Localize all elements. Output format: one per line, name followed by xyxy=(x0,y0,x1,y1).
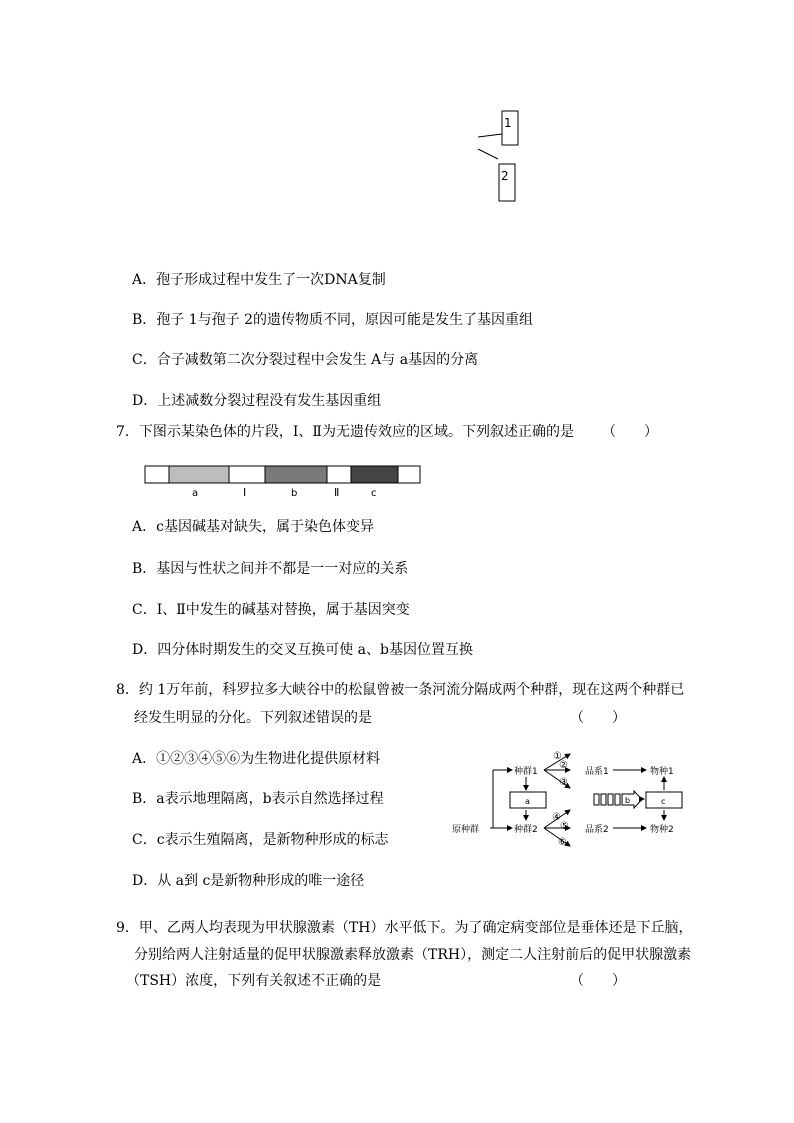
species-2-label: 物种2 xyxy=(650,825,674,835)
mark-6: ⑥ xyxy=(558,837,567,848)
arrow-b-label: b xyxy=(625,796,631,805)
q7-option-d: D．四分体时期发生的交叉互换可使 a、b基因位置互换 xyxy=(132,642,473,658)
q9-answer-paren: （ ） xyxy=(570,973,626,989)
population-2-label: 种群2 xyxy=(514,825,538,835)
q8-option-a: A．①②③④⑤⑥为生物进化提供原材料 xyxy=(132,751,381,767)
q9-stem-line1: 9．甲、乙两人均表现为甲状腺激素（TH）水平低下。为了确定病变部位是垂体还是下丘脑， xyxy=(116,920,693,936)
q7-option-a: A．c基因碱基对缺失，属于染色体变异 xyxy=(132,519,374,535)
box-a-label: a xyxy=(525,797,530,806)
spore-figure xyxy=(470,105,530,205)
species-1-label: 物种1 xyxy=(650,767,674,777)
q8-option-d: D．从 a到 c是新物种形成的唯一途径 xyxy=(132,873,365,889)
q8-stem-line1: 8．约 1万年前，科罗拉多大峡谷中的松鼠曾被一条河流分隔成两个种群，现在这两个种群已 xyxy=(116,682,685,698)
box-c-label: c xyxy=(661,797,666,806)
q8-option-c: C．c表示生殖隔离，是新物种形成的标志 xyxy=(132,832,389,848)
q6-option-b: B．孢子 1与孢子 2的遗传物质不同，原因可能是发生了基因重组 xyxy=(132,312,534,328)
label-a: a xyxy=(192,488,199,499)
strain-2-label: 品系2 xyxy=(585,825,609,835)
gene-a-segment xyxy=(169,466,229,483)
mark-3: ③ xyxy=(559,777,568,788)
label-region-1: Ⅰ xyxy=(243,486,247,499)
q9-stem-line3: （TSH）浓度，下列有关叙述不正确的是 xyxy=(126,973,382,989)
mark-1: ① xyxy=(553,751,562,762)
spore-2-pointer xyxy=(478,149,498,159)
q8-answer-paren: （ ） xyxy=(570,710,626,726)
population-1-label: 种群1 xyxy=(514,767,538,777)
mark-5: ⑤ xyxy=(560,821,569,832)
q7-option-c: C．Ⅰ、Ⅱ中发生的碱基对替换，属于基因突变 xyxy=(132,602,410,618)
speciation-diagram xyxy=(448,748,700,850)
label-region-2: Ⅱ xyxy=(334,486,340,499)
label-b: b xyxy=(291,488,298,499)
label-c: c xyxy=(371,488,377,499)
gene-c-segment xyxy=(351,466,398,483)
chromosome-figure xyxy=(144,465,424,501)
q7-stem: 7．下图示某染色体的片段，Ⅰ、Ⅱ为无遗传效应的区域。下列叙述正确的是 xyxy=(116,424,574,440)
spore-1-pointer xyxy=(478,134,502,137)
q8-stem-line2: 经发生明显的分化。下列叙述错误的是 xyxy=(134,710,372,726)
q7-answer-paren: （ ） xyxy=(602,424,658,440)
q8-option-b: B．a表示地理隔离，b表示自然选择过程 xyxy=(132,791,384,807)
gene-b-segment xyxy=(265,466,327,483)
q6-option-c: C．合子减数第二次分裂过程中会发生 A与 a基因的分离 xyxy=(132,352,479,368)
origin-population-label: 原种群 xyxy=(452,825,480,835)
mark-4: ④ xyxy=(552,812,561,823)
q6-option-a: A．孢子形成过程中发生了一次DNA复制 xyxy=(132,272,386,288)
mark-2: ② xyxy=(559,760,568,771)
spore-1-label: 1 xyxy=(504,116,512,130)
q9-stem-line2: 分别给两人注射适量的促甲状腺激素释放激素（TRH），测定二人注射前后的促甲状腺激素 xyxy=(134,947,692,963)
q6-option-d: D．上述减数分裂过程没有发生基因重组 xyxy=(132,393,382,409)
strain-1-label: 品系1 xyxy=(585,767,609,777)
spore-2-label: 2 xyxy=(501,169,509,183)
q7-option-b: B．基因与性状之间并不都是一一对应的关系 xyxy=(132,561,409,577)
